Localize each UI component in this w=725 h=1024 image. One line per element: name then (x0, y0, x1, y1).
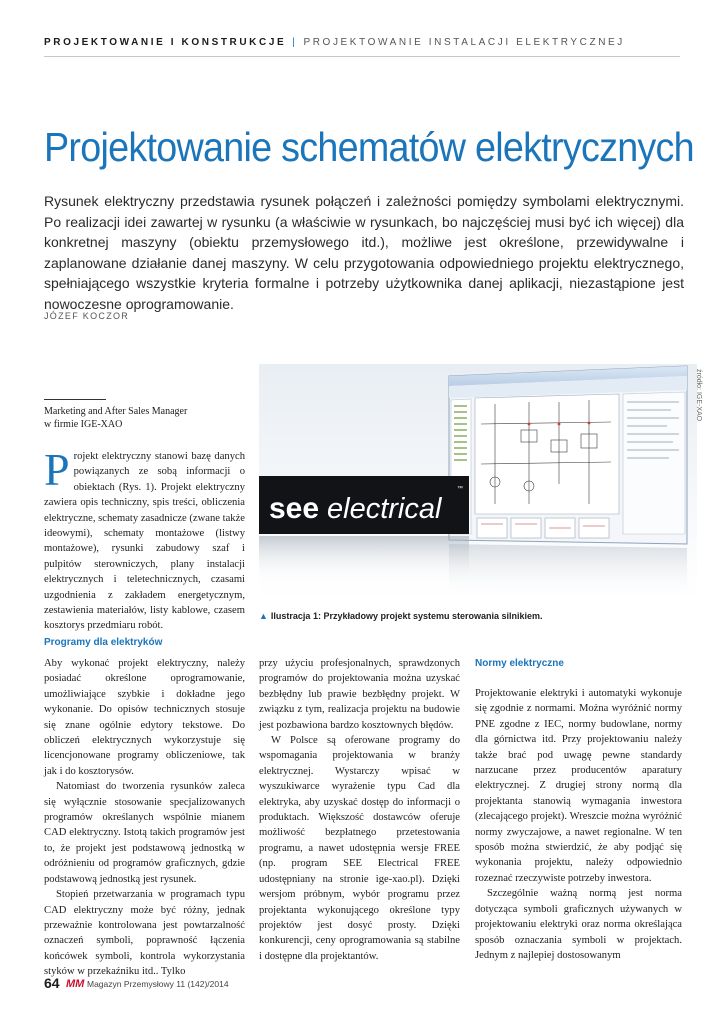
col2-paragraph-2: W Polsce są oferowane programy do wspomagania projektowania w branży elektrycznej. Wystarczy wpisać w wyszukiwarce wyrażenie typu Cad dla elektryka, aby uzyskać dostęp do informacji o produktach. Większość dostawców oferuje możliwość bezpłatnego przetestowania programu, a nawet udostępnia wersje FREE (np. program SEE Electrical FREE udostępniany na stronie ige-xao.pl). Dzięki wersjom próbnym, wybór programu przez projektanta wykonującego określone typy projektów jest dosyć prosty. Dzięki konkurencji, ceny oprogramowania są stabilne i dostępne dla projektantów. (259, 735, 460, 962)
header-separator: | (292, 37, 298, 48)
logo-electrical-text: electrical (327, 493, 442, 525)
bio-line-1: Marketing and After Sales Manager (44, 406, 188, 417)
col1-paragraph-1: Aby wykonać projekt elektryczny, należy posiadać określone oprogramowanie, umożliwiające szybkie i dokładne jego wykonanie. Do opisów technicznych stosuje się znane ogólnie edytory tekstowe. Do obliczeń elektrycznych wykorzystuje się licencjonowane programy obliczeniowe, tak jak i do kosztorysów. (44, 658, 245, 777)
page-number: 64 (44, 975, 60, 991)
intro-paragraph (44, 444, 245, 634)
author-bio (44, 405, 187, 431)
figure-caption (259, 611, 543, 621)
article-lead: Rysunek elektryczny przedstawia rysunek połączeń i zależności pomiędzy symbolami elektrycznymi. Po realizacji idei zawartej w rysunku (a właściwie w rysunkach, bo najczęściej musi być ich więcej) dla konkretnej maszyny (obiektu przemysłowego itd.), możliwe jest określone, przewidywalne i zaplanowane działanie danej maszyny. W celu przygotowania odpowiedniego projektu elektrycznego, spełniającego wszystkie kryteria formalne i potrzeby użytkownika danej aplikacji, niezastąpione jest nowoczesne oprogramowanie. (44, 193, 684, 312)
author-name: JÓZEF KOCZOR (44, 311, 130, 321)
bio-line-2: w firmie IGE-XAO (44, 419, 123, 430)
article-title: Projektowanie schematów elektrycznych (44, 124, 694, 170)
column-3 (475, 686, 682, 963)
column-2 (259, 656, 460, 964)
see-electrical-logo (259, 476, 469, 582)
figure-illustration (259, 364, 697, 600)
heading-programy: Programy dla elektryków (44, 637, 163, 648)
figure-source: źródło: IGE-XAO (695, 369, 702, 422)
col1-paragraph-2: Natomiast do tworzenia rysunków zaleca się wyłącznie stosowanie specjalizowanych programów określanych wspólnie mianem CAD elektryczny. Istotą takich programów jest to, że projekt jest podstawową jednostką w odróżnieniu od programów graficznych, gdzie podstawową jednostką jest rysunek. (44, 781, 245, 885)
bio-rule (44, 399, 106, 400)
col3-paragraph-2: Szczególnie ważną normą jest norma dotycząca symboli graficznych używanych w projektowaniu elektryki oraz norma określająca sposób oznaczania symboli w projektach. Jednym z najlepiej dostosowanym (475, 888, 682, 961)
logo-trademark: ™ (457, 486, 463, 492)
figure-see-electrical (259, 364, 697, 600)
col3-paragraph-1: Projektowanie elektryki i automatyki wykonuje się zgodnie z normami. Można wyróżnić normy PNE zgodne z IEC, normy budowlane, normy dla górnictwa itd. Przy projektowaniu należy także brać pod uwagę pewne standardy narzucane przez producentów aparatury elektrycznej. Z drugiej strony normą dla projektanta stanowią wymagania inwestora (zlecającego projekt). Wreszcie można wyróżnić normy zwyczajowe, a nawet regionalne. W ten sposób można stwierdzić, że aby podjąć się wykonania projektu, należy odpowiednio rozeznać rzeczywiste potrzeby inwestora. (475, 688, 682, 884)
col1-paragraph-3: Stopień przetwarzania w programach typu CAD elektryczny może być różny, jednak przeważnie kontrolowana jest powtarzalność oznaczeń symboli, poprawność łączenia końcówek symboli, kontrola wykorzystania styków w przekaźniku itd.. Tylko (44, 889, 245, 978)
software-window (449, 366, 687, 544)
header-subsection: PROJEKTOWANIE INSTALACJI ELEKTRYCZNEJ (303, 37, 625, 48)
drop-cap: P (44, 444, 70, 495)
magazine-issue: Magazyn Przemysłowy 11 (142)/2014 (87, 979, 229, 989)
running-header (44, 37, 625, 48)
logo-see-text: see (269, 492, 320, 525)
header-rule (44, 56, 680, 57)
magazine-logo: MM (66, 978, 85, 990)
heading-normy: Normy elektryczne (475, 658, 564, 669)
caption-triangle-icon: ▲ (259, 611, 268, 621)
header-section: PROJEKTOWANIE I KONSTRUKCJE (44, 37, 287, 48)
col2-paragraph-1: przy użyciu profesjonalnych, sprawdzonych programów do projektowania można uzyskać bezbłędny lub prawie bezbłędny projekt. W związku z tym, realizacja projektu na budowie jest pozbawiona bardzo kosztownych błędów. (259, 658, 460, 731)
column-1 (44, 656, 245, 980)
caption-text: Ilustracja 1: Przykładowy projekt systemu sterowania silnikiem. (270, 611, 543, 621)
intro-text: rojekt elektryczny stanowi bazę danych powiązanych ze sobą informacji o obiektach (Rys. 1). Projekt elektryczny zawiera opis techniczny, spis treści, obliczenia elektryczne, schematy zasadnicze (zwane także ideowymi), schematy montażowe (listwy montażowe), rysunki zabudowy szaf i pulpitów sterowniczych, plany instalacji elektrycznych i teletechnicznych, czasami uzgodnienia z zakładem energetycznym, zestawienia materiałów, listy kablowe, czasem kosztorys przedmiaru robót. (44, 451, 245, 632)
